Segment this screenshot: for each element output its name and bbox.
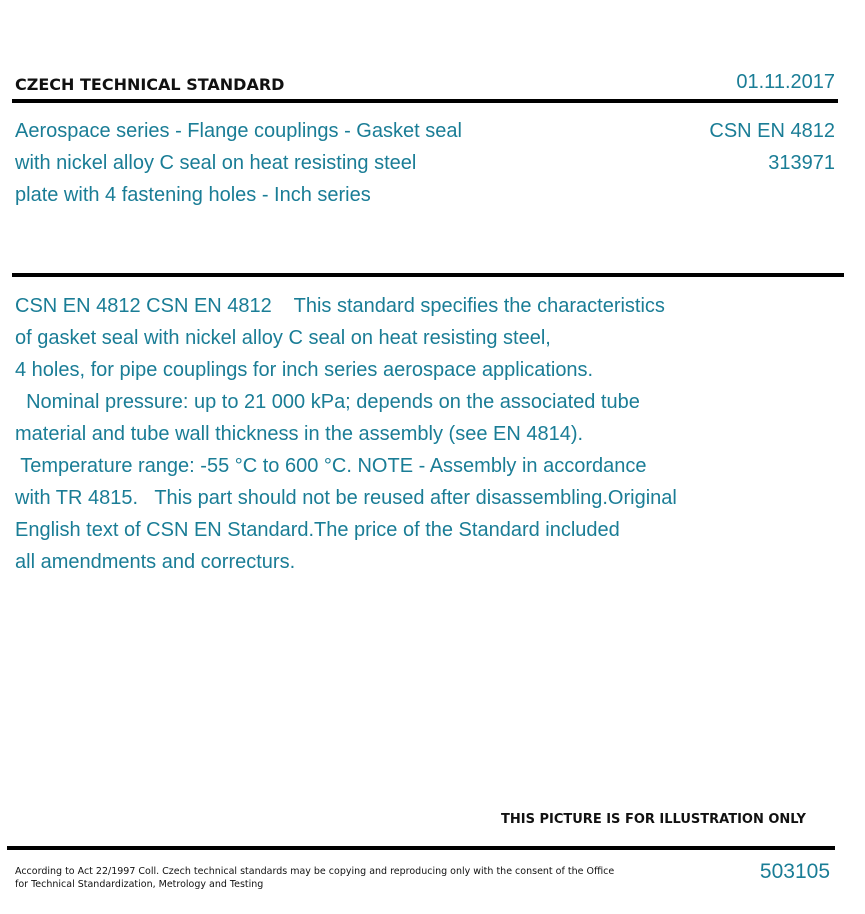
description-line: Nominal pressure: up to 21 000 kPa; depends on the associated tube (15, 391, 640, 413)
standard-number: CSN EN 4812 (709, 120, 835, 142)
description-line: 4 holes, for pipe couplings for inch series aerospace applications. (15, 359, 594, 381)
description-line: of gasket seal with nickel alloy C seal on heat resisting steel, (15, 327, 551, 349)
title-line: Aerospace series - Flange couplings - Gasket seal (15, 120, 462, 142)
header-divider (12, 99, 838, 103)
title-divider (12, 273, 844, 277)
legal-line: According to Act 22/1997 Coll. Czech technical standards may be copying and reproducing only with the consent of the Office (15, 866, 615, 877)
title-line: plate with 4 fastening holes - Inch series (15, 184, 371, 206)
footer-divider (7, 846, 835, 850)
description-line: all amendments and correcturs. (15, 551, 296, 573)
legal-line: for Technical Standardization, Metrology and Testing (15, 879, 264, 890)
publication-date: 01.11.2017 (736, 71, 835, 93)
illustration-disclaimer: THIS PICTURE IS FOR ILLUSTRATION ONLY (501, 812, 806, 827)
standard-description (15, 290, 775, 578)
description-line: material and tube wall thickness in the assembly (see EN 4814). (15, 423, 584, 445)
standard-title (15, 115, 575, 211)
description-line: English text of CSN EN Standard.The price of the Standard included (15, 519, 620, 541)
description-line: CSN EN 4812 CSN EN 4812 This standard specifies the characteristics (15, 295, 665, 317)
standard-codes (709, 115, 835, 179)
title-line: with nickel alloy C seal on heat resisting steel (15, 152, 417, 174)
description-line: Temperature range: -55 °C to 600 °C. NOTE - Assembly in accordance (15, 455, 647, 477)
document-code: 503105 (759, 860, 830, 883)
description-line: with TR 4815. This part should not be reused after disassembling.Original (15, 487, 677, 509)
document-type-label: CZECH TECHNICAL STANDARD (15, 75, 285, 94)
legal-notice (15, 865, 615, 891)
catalog-number: 313971 (768, 152, 835, 174)
